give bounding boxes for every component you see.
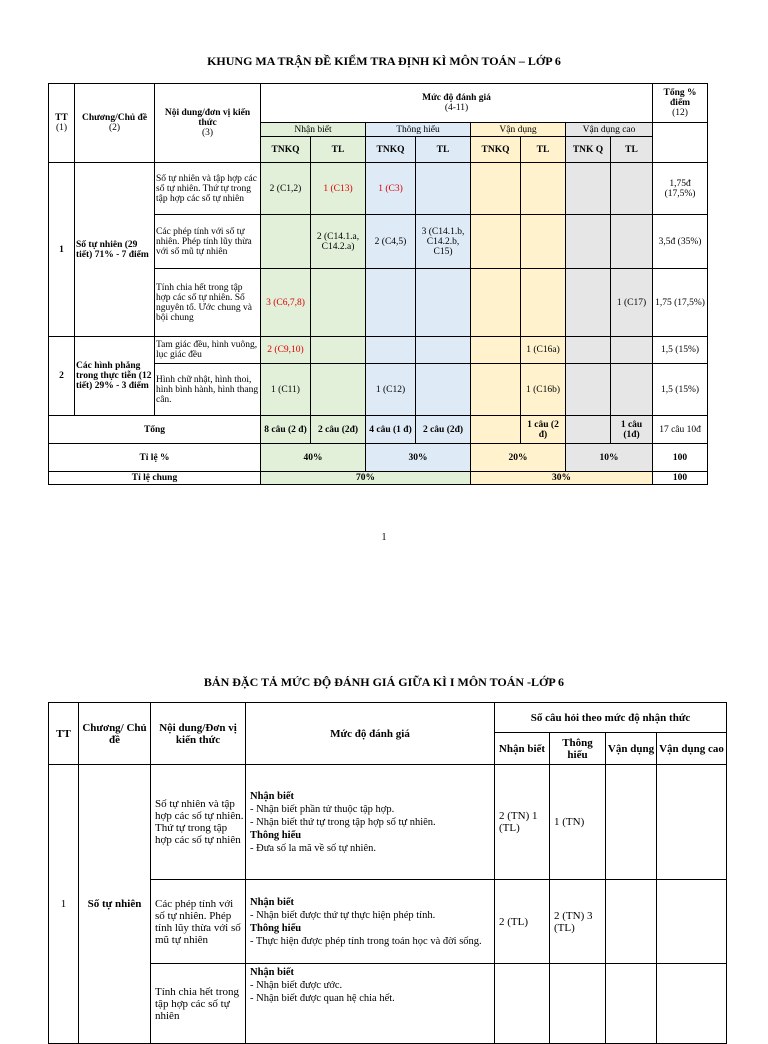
row-5-vdc-tl bbox=[611, 364, 653, 416]
spec-row-1-th: 1 (TN) bbox=[550, 765, 606, 880]
row-3-nb-tl bbox=[311, 269, 366, 337]
tlc-label: Tỉ lệ chung bbox=[49, 472, 261, 485]
group-1-chuong: Số tự nhiên (29 tiết) 71% - 7 điểm bbox=[75, 163, 155, 337]
row-1-vdc-tl bbox=[611, 163, 653, 215]
sub-vd-tl: TL bbox=[521, 137, 566, 163]
row-2-vdc-tn bbox=[566, 215, 611, 269]
sub-th-tnkq: TNKQ bbox=[366, 137, 416, 163]
row-5-vdc-tn bbox=[566, 364, 611, 416]
row-3-nb-tn: 3 (C6,7,8) bbox=[261, 269, 311, 337]
row-4-vdc-tn bbox=[566, 337, 611, 364]
spec-row-2-mucdo bbox=[246, 880, 495, 964]
spec-row-2-h1: Nhận biết bbox=[250, 896, 295, 908]
row-5-vd-tn bbox=[471, 364, 521, 416]
row-4-nb-tn: 2 (C9,10) bbox=[261, 337, 311, 364]
spec-row-3-th bbox=[550, 964, 606, 1044]
row-3-tong: 1,75 (17,5%) bbox=[653, 269, 708, 337]
row-4-nb-tl bbox=[311, 337, 366, 364]
row-4-th-tn bbox=[366, 337, 416, 364]
spec-group-1-tt: 1 bbox=[49, 765, 79, 1044]
spec-row-2-nb: 2 (TL) bbox=[495, 880, 550, 964]
row-1-th-tn: 1 (C3) bbox=[366, 163, 416, 215]
row-2-nb-tl: 2 (C14.1.a, C14.2.a) bbox=[311, 215, 366, 269]
spec-level-th: Thông hiểu bbox=[550, 733, 606, 765]
spec-row-1-l2: - Nhận biết thứ tự trong tập hợp số tự nhiên. bbox=[250, 816, 436, 828]
row-2-tong: 3,5đ (35%) bbox=[653, 215, 708, 269]
tong-vdc-tn bbox=[566, 416, 611, 444]
spec-header-chuong: Chương/ Chủ đề bbox=[79, 703, 151, 765]
row-5-th-tl bbox=[416, 364, 471, 416]
spec-title: BẢN ĐẶC TẢ MỨC ĐỘ ĐÁNH GIÁ GIỮA KÌ I MÔN TOÁN -LỚP 6 bbox=[203, 675, 565, 689]
spec-row-3-vdc bbox=[657, 964, 727, 1044]
sub-th-tl: TL bbox=[416, 137, 471, 163]
spec-row-1-h1: Nhận biết bbox=[250, 790, 295, 802]
header-mucdo: Mức độ đánh giá (4-11) bbox=[261, 84, 653, 123]
row-5-th-tn: 1 (C12) bbox=[366, 364, 416, 416]
spec-row-2-l2: - Thực hiện được phép tính trong toán học và đời sống. bbox=[250, 935, 482, 947]
spec-row-2-l1: - Nhận biết được thứ tự thực hiện phép tính. bbox=[250, 909, 436, 921]
spec-level-vd: Vận dụng bbox=[606, 733, 657, 765]
spec-level-nb: Nhận biết bbox=[495, 733, 550, 765]
spec-row-3-mucdo bbox=[246, 964, 495, 1044]
spec-row-1-h2: Thông hiểu bbox=[250, 829, 302, 841]
spec-row-1-mucdo bbox=[246, 765, 495, 880]
header-tt: TT (1) bbox=[49, 84, 75, 163]
level-van-dung: Vận dụng bbox=[471, 123, 566, 137]
spec-header-noidung: Nội dung/Đơn vị kiến thức bbox=[151, 703, 246, 765]
sub-nb-tnkq: TNKQ bbox=[261, 137, 311, 163]
row-2-noidung: Các phép tính với số tự nhiên. Phép tính lũy thừa với số mũ tự nhiên bbox=[155, 215, 261, 269]
tong-nb-tn: 8 câu (2 đ) bbox=[261, 416, 311, 444]
sub-vdc-tl: TL bbox=[611, 137, 653, 163]
group-2-chuong: Các hình phẳng trong thực tiễn (12 tiết) 29% - 3 điểm bbox=[75, 337, 155, 416]
spec-row-2-vd bbox=[606, 880, 657, 964]
spec-row-2-h2: Thông hiểu bbox=[250, 922, 302, 934]
spec-row-1-l3: - Đưa số la mã về số tự nhiên. bbox=[250, 842, 376, 854]
spec-row-2-th: 2 (TN) 3 (TL) bbox=[550, 880, 606, 964]
row-4-tong: 1,5 (15%) bbox=[653, 337, 708, 364]
tlc-b: 30% bbox=[471, 472, 653, 485]
tlc-a: 70% bbox=[261, 472, 471, 485]
row-2-vdc-tl bbox=[611, 215, 653, 269]
level-nhan-biet: Nhận biết bbox=[261, 123, 366, 137]
header-tong: Tổng % điểm (12) bbox=[653, 84, 708, 123]
spec-row-1-noidung: Số tự nhiên và tập hợp các số tự nhiên. Thứ tự trong tập hợp các số tự nhiên bbox=[151, 765, 246, 880]
spec-group-1-chuong: Số tự nhiên bbox=[79, 765, 151, 1044]
spec-row-3-l1: - Nhận biết được ước. bbox=[250, 980, 343, 991]
spec-row-1-vd bbox=[606, 765, 657, 880]
row-3-vdc-tn bbox=[566, 269, 611, 337]
sub-vd-tnkq: TNKQ bbox=[471, 137, 521, 163]
row-5-vd-tl: 1 (C16b) bbox=[521, 364, 566, 416]
tile-label: Tỉ lệ % bbox=[49, 444, 261, 472]
tile-vdc: 10% bbox=[566, 444, 653, 472]
row-3-vd-tn bbox=[471, 269, 521, 337]
spec-row-3-h1: Nhận biết bbox=[250, 967, 295, 978]
tong-vd-tl: 1 câu (2 đ) bbox=[521, 416, 566, 444]
page-number: 1 bbox=[381, 532, 387, 543]
group-1-tt: 1 bbox=[49, 163, 75, 337]
sub-vdc-tnkq: TNK Q bbox=[566, 137, 611, 163]
row-2-th-tn: 2 (C4,5) bbox=[366, 215, 416, 269]
tong-th-tn: 4 câu (1 đ) bbox=[366, 416, 416, 444]
row-1-noidung: Số tự nhiên và tập hợp các số tự nhiên. Thứ tự trong tập hợp các số tự nhiên bbox=[155, 163, 261, 215]
matrix-table bbox=[48, 83, 708, 485]
row-4-noidung: Tam giác đều, hình vuông, lục giác đều bbox=[155, 337, 261, 364]
row-3-vd-tl bbox=[521, 269, 566, 337]
row-1-nb-tl: 1 (C13) bbox=[311, 163, 366, 215]
tong-th-tl: 2 câu (2đ) bbox=[416, 416, 471, 444]
spec-header-socau: Số câu hỏi theo mức độ nhận thức bbox=[495, 703, 727, 733]
level-thong-hieu: Thông hiểu bbox=[366, 123, 471, 137]
row-1-vdc-tn bbox=[566, 163, 611, 215]
spec-row-2-vdc bbox=[657, 880, 727, 964]
header-noidung: Nội dung/đơn vị kiến thức (3) bbox=[155, 84, 261, 163]
tile-nb: 40% bbox=[261, 444, 366, 472]
row-1-vd-tl bbox=[521, 163, 566, 215]
row-5-noidung: Hình chữ nhật, hình thoi, hình bình hành, hình thang cân. bbox=[155, 364, 261, 416]
row-1-th-tl bbox=[416, 163, 471, 215]
spec-row-2-noidung: Các phép tính với số tự nhiên. Phép tính lũy thừa với số mũ tự nhiên bbox=[151, 880, 246, 964]
row-4-th-tl bbox=[416, 337, 471, 364]
matrix-title: KHUNG MA TRẬN ĐỀ KIỂM TRA ĐỊNH KÌ MÔN TOÁN – LỚP 6 bbox=[207, 54, 561, 68]
spec-row-1-l1: - Nhận biết phần tử thuộc tập hợp. bbox=[250, 803, 395, 815]
spec-row-1-nb: 2 (TN) 1 (TL) bbox=[495, 765, 550, 880]
tile-th: 30% bbox=[366, 444, 471, 472]
level-van-dung-cao: Vận dụng cao bbox=[566, 123, 653, 137]
row-4-vdc-tl bbox=[611, 337, 653, 364]
spec-row-3-noidung: Tính chia hết trong tập hợp các số tự nhiên bbox=[151, 964, 246, 1044]
group-2-tt: 2 bbox=[49, 337, 75, 416]
row-2-th-tl: 3 (C14.1.b, C14.2.b, C15) bbox=[416, 215, 471, 269]
row-2-vd-tn bbox=[471, 215, 521, 269]
tong-vd-tn bbox=[471, 416, 521, 444]
row-3-th-tn bbox=[366, 269, 416, 337]
header-chuong: Chương/Chủ đề (2) bbox=[75, 84, 155, 163]
row-3-noidung: Tính chia hết trong tập hợp các số tự nhiên. Số nguyên tố. Ước chung và bội chung bbox=[155, 269, 261, 337]
sub-nb-tl: TL bbox=[311, 137, 366, 163]
tong-total: 17 câu 10đ bbox=[653, 416, 708, 444]
spec-header-mucdo: Mức độ đánh giá bbox=[246, 703, 495, 765]
spec-row-3-nb bbox=[495, 964, 550, 1044]
row-1-nb-tn: 2 (C1,2) bbox=[261, 163, 311, 215]
row-2-vd-tl bbox=[521, 215, 566, 269]
row-5-tong: 1,5 (15%) bbox=[653, 364, 708, 416]
row-3-vdc-tl: 1 (C17) bbox=[611, 269, 653, 337]
row-4-vd-tl: 1 (C16a) bbox=[521, 337, 566, 364]
header-tong-blank bbox=[653, 123, 708, 163]
row-1-tong: 1,75đ (17,5%) bbox=[653, 163, 708, 215]
spec-row-3-l2: - Nhận biết được quan hệ chia hết. bbox=[250, 993, 395, 1004]
tong-nb-tl: 2 câu (2đ) bbox=[311, 416, 366, 444]
row-5-nb-tn: 1 (C11) bbox=[261, 364, 311, 416]
spec-table bbox=[48, 702, 727, 1044]
tong-vdc-tl: 1 câu (1đ) bbox=[611, 416, 653, 444]
row-3-th-tl bbox=[416, 269, 471, 337]
tong-label: Tổng bbox=[49, 416, 261, 444]
spec-row-1-vdc bbox=[657, 765, 727, 880]
spec-header-tt: TT bbox=[49, 703, 79, 765]
row-4-vd-tn bbox=[471, 337, 521, 364]
row-1-vd-tn bbox=[471, 163, 521, 215]
tile-total: 100 bbox=[653, 444, 708, 472]
spec-row-3-vd bbox=[606, 964, 657, 1044]
tlc-total: 100 bbox=[653, 472, 708, 485]
row-5-nb-tl bbox=[311, 364, 366, 416]
row-2-nb-tn bbox=[261, 215, 311, 269]
spec-level-vdc: Vận dụng cao bbox=[657, 733, 727, 765]
tile-vd: 20% bbox=[471, 444, 566, 472]
